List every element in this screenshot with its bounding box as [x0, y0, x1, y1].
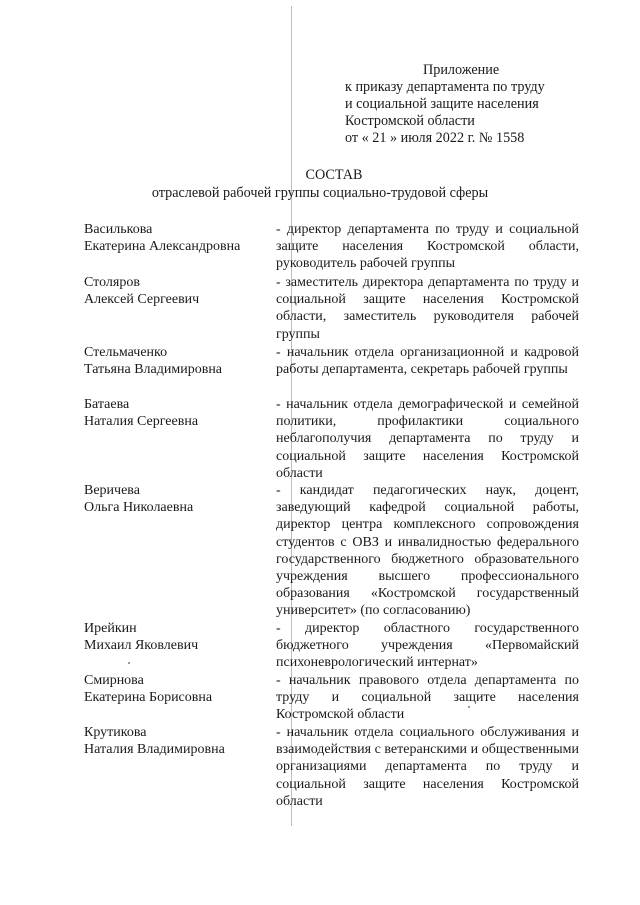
member-name	[84, 221, 264, 255]
appendix-line: Костромской области	[345, 113, 475, 129]
member-role: - директор областного государственного бюджетного учреждения «Первомайский психоневрологический интернат»	[276, 621, 579, 671]
appendix-line: и социальной защите населения	[345, 96, 539, 112]
appendix-line: к приказу департамента по труду	[345, 79, 545, 95]
member-role: - начальник отдела социального обслуживания и взаимодействия с ветеранскими и общественными организациями департамента по труду и социальной защите населения Костромской области	[276, 725, 579, 809]
member-role: - директор департамента по труду и социальной защите населения Костромской области, руководитель рабочей группы	[276, 222, 579, 272]
member-surname: Ирейкин	[84, 621, 137, 636]
member-name	[84, 620, 264, 654]
member-role: - начальник правового отдела департамента по труду и социальной защите населения Костромской области	[276, 673, 579, 723]
member-name	[84, 672, 264, 706]
appendix-block	[345, 62, 585, 147]
member-given-names: Наталия Сергеевна	[84, 414, 199, 430]
member-surname: Стельмаченко	[84, 345, 168, 360]
appendix-date-line: от « 21 » июля 2022 г. № 1558	[345, 130, 525, 146]
member-given-names: Екатерина Борисовна	[84, 690, 213, 706]
member-given-names: Екатерина Александровна	[84, 239, 241, 255]
member-surname: Веричева	[84, 483, 140, 498]
member-surname: Крутикова	[84, 725, 147, 740]
member-given-names: Алексей Сергеевич	[84, 292, 200, 308]
member-surname: Василькова	[84, 222, 153, 237]
member-name	[84, 344, 264, 378]
scan-speck	[468, 706, 470, 708]
member-role: - заместитель директора департамента по труду и социальной защите населения Костромской области, заместитель руководителя рабочей группы	[276, 275, 579, 342]
document-subtitle: отраслевой рабочей группы социально-трудовой сферы	[151, 185, 489, 201]
member-surname: Смирнова	[84, 673, 144, 688]
member-given-names: Татьяна Владимировна	[84, 362, 223, 378]
document-title: СОСТАВ	[305, 167, 363, 183]
scan-speck	[128, 662, 130, 664]
member-role: - начальник отдела организационной и кадровой работы департамента, секретарь рабочей группы	[276, 345, 579, 378]
member-surname: Столяров	[84, 275, 140, 290]
member-name	[84, 724, 264, 758]
member-given-names: Михаил Яковлевич	[84, 638, 199, 654]
appendix-title: Приложение	[423, 62, 500, 78]
member-surname: Батаева	[84, 397, 130, 412]
member-given-names: Наталия Владимировна	[84, 742, 225, 758]
member-given-names: Ольга Николаевна	[84, 500, 194, 516]
member-name	[84, 482, 264, 516]
member-name	[84, 396, 264, 430]
member-name	[84, 274, 264, 308]
member-role: - начальник отдела демографической и семейной политики, профилактики социального неблагополучия департамента по труду и социальной защите населения Костромской области	[276, 397, 579, 481]
member-role: - кандидат педагогических наук, доцент, заведующий кафедрой социальной работы, директор центра комплексного сопровождения студентов с ОВЗ и инвалидностью федерального государственного бюджетного образовательного учреждения высшего профессионального образования «Костромской государственный университет» (по согласованию)	[276, 483, 579, 619]
